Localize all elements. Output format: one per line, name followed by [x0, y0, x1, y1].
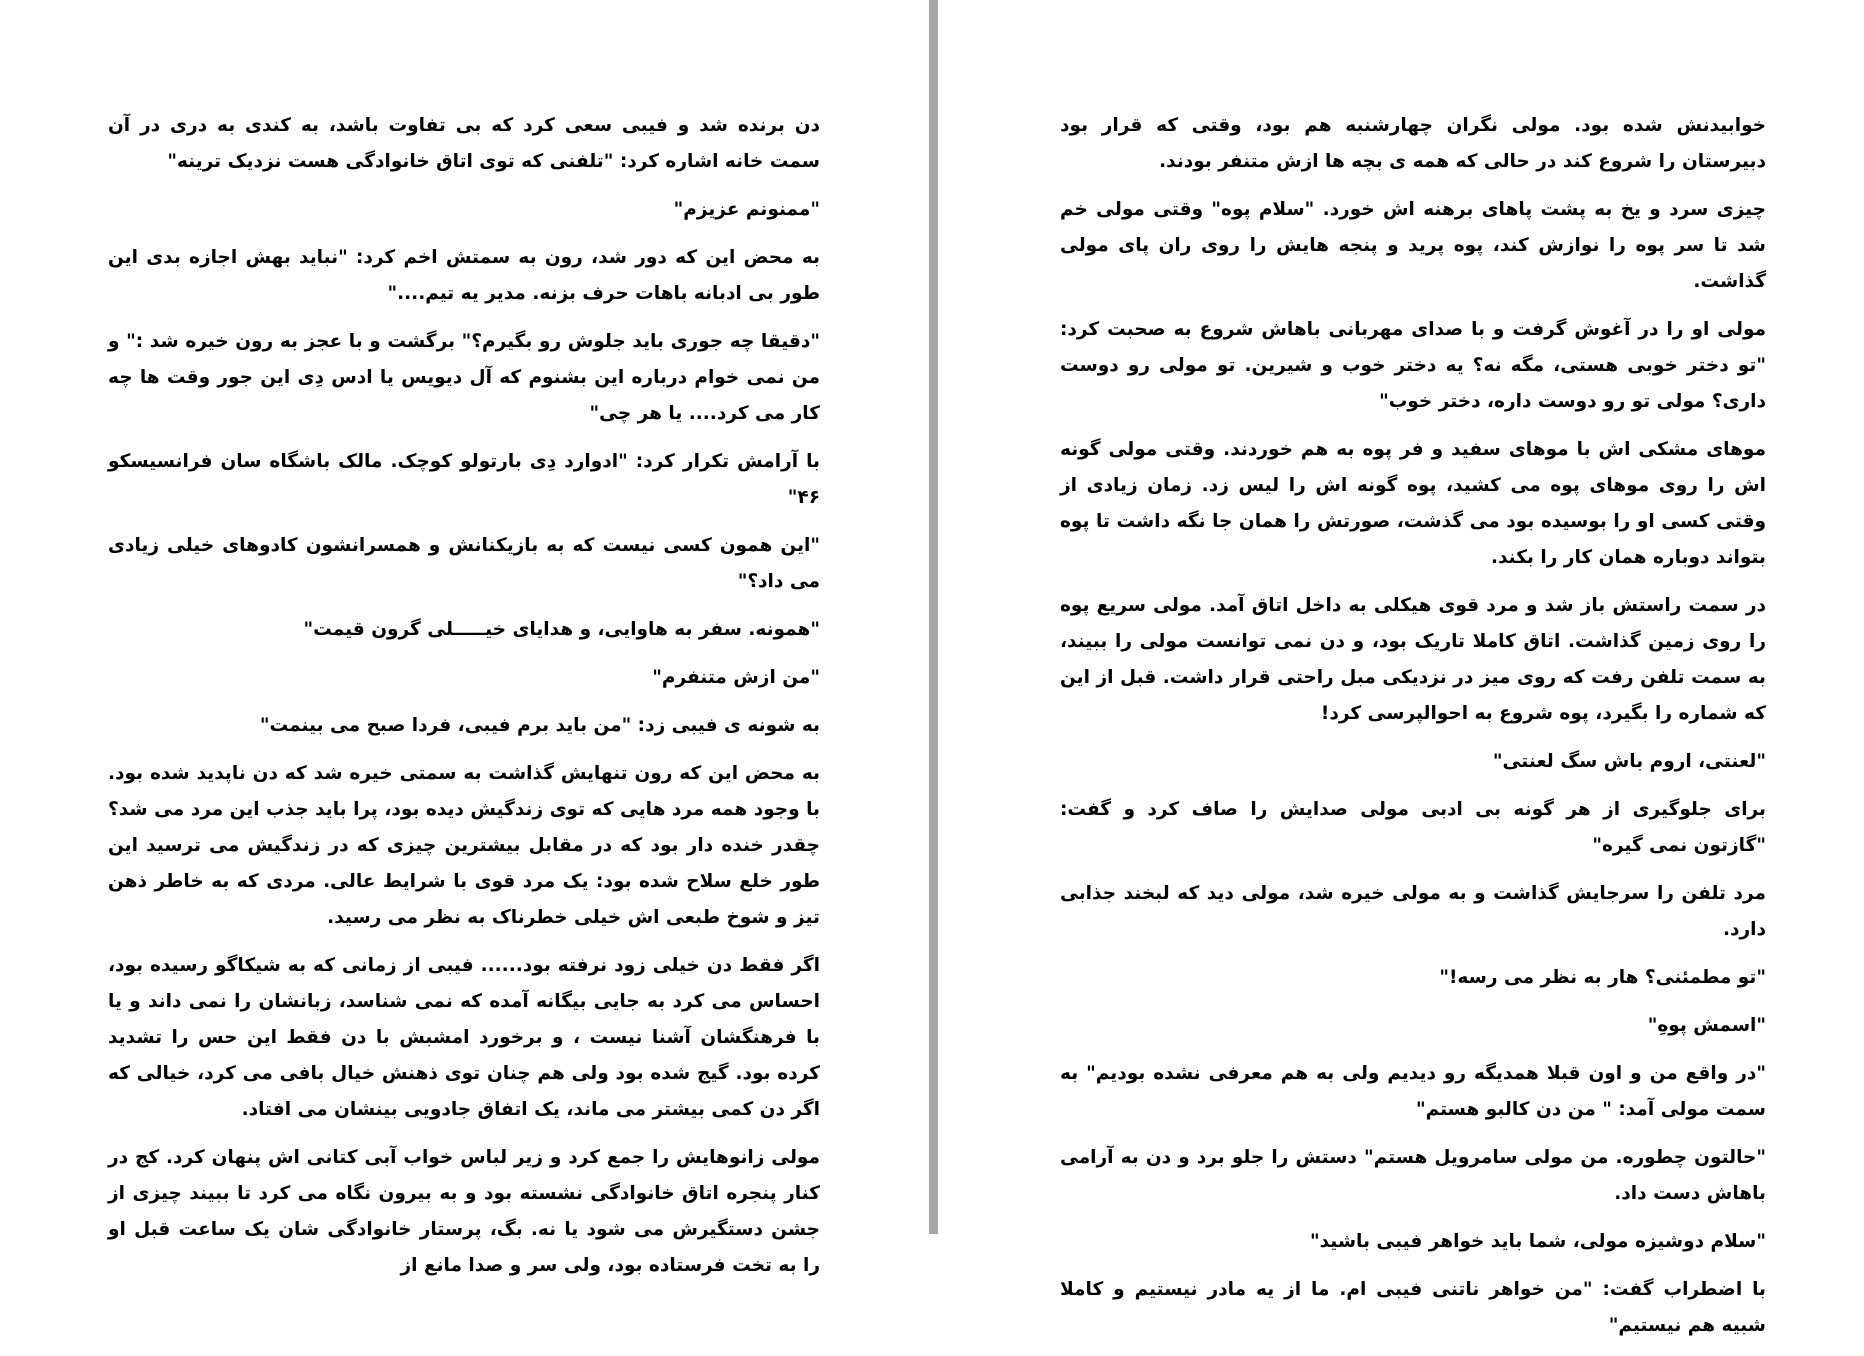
page-gutter-divider — [929, 0, 938, 1234]
paragraph: به محض این که دور شد، رون به سمتش اخم کرد: "نباید بهش اجازه بدی این طور بی ادبانه باهات حرف بزنه. مدیر یه تیم...." — [108, 247, 820, 304]
paragraph: مرد تلفن را سرجایش گذاشت و به مولی خیره شد، مولی دید که لبخند جذابی دارد. — [1060, 883, 1766, 940]
right-page — [1060, 108, 1766, 1356]
paragraph: با آرامش تکرار کرد: "ادوارد دِی بارتولو کوچک. مالک باشگاه سان فرانسیسکو ۴۶" — [108, 451, 820, 508]
paragraph: مولی او را در آغوش گرفت و با صدای مهربانی باهاش شروع به صحبت کرد: "تو دختر خوبی هستی، مگه نه؟ یه دختر خوب و شیرین. تو مولی رو دوست داری؟ مولی تو رو دوست داره، دختر خوب" — [1060, 319, 1766, 412]
paragraph: خوابیدنش شده بود. مولی نگران چهارشنبه هم بود، وقتی که قرار بود دبیرستان را شروع کند در حالی که همه ی بچه ها ازش متنفر بودند. — [1060, 115, 1766, 172]
paragraph: "لعنتی، اروم باش سگ لعنتی" — [1492, 751, 1766, 772]
left-page — [108, 108, 820, 1296]
paragraph: "اسمش پوهِ" — [1647, 1015, 1766, 1036]
paragraph: مولی زانوهایش را جمع کرد و زیر لباس خواب آبی کتانی اش پنهان کرد. کج در کنار پنجره اتاق خانوادگی نشسته بود و به بیرون نگاه می کرد تا ببیند چیزی از جشن دستگیرش می شود یا نه. بگ، پرستار خانوادگی شان یک ساعت قبل او را به تخت فرستاده بود، ولی سر و صدا مانع از — [108, 1147, 820, 1276]
paragraph: "همونه. سفر به هاوایی، و هدایای خیـــــلی گرون قیمت" — [303, 619, 820, 640]
paragraph: "من ازش متنفرم" — [652, 667, 820, 688]
paragraph: "دقیقا چه جوری باید جلوش رو بگیرم؟" برگشت و با عجز به رون خیره شد :" و من نمی خوام درباره این بشنوم که آل دیویس یا ادس دِی این جور وقت ها چه کار می کرد.... یا هر چی" — [108, 331, 820, 424]
paragraph: موهای مشکی اش با موهای سفید و فر پوه به هم خوردند. وقتی مولی گونه اش را روی موهای پوه می کشید، پوه گونه اش را لیس زد. زمان زیادی از وقتی کسی او را بوسیده بود می گذشت، صورتش را همان جا نگه داشت تا پوه بتواند دوباره همان کار را بکند. — [1060, 439, 1766, 568]
paragraph: دن برنده شد و فیبی سعی کرد که بی تفاوت باشد، به کندی به دری در آن سمت خانه اشاره کرد: "تلفنی که توی اتاق خانوادگی هست نزدیک ترینه" — [108, 115, 820, 172]
paragraph: به شونه ی فیبی زد: "من باید برم فیبی، فردا صبح می بینمت" — [259, 715, 820, 736]
paragraph: با اضطراب گفت: "من خواهر ناتنی فیبی ام. ما از یه مادر نیستیم و کاملا شبیه هم نیستیم" — [1060, 1279, 1766, 1336]
paragraph: به محض این که رون تنهایش گذاشت به سمتی خیره شد که دن ناپدید شده بود. با وجود همه مرد هایی که توی زندگیش دیده بود، پرا باید جذب این مرد می شد؟ چقدر خنده دار بود که در مقابل بیشترین چیزی که در زندگیش می ترسید این طور خلع سلاح شده بود: یک مرد قوی با شرایط عالی. مردی که به خاطر ذهن تیز و شوخ طبعی اش خیلی خطرناک به نظر می رسید. — [108, 763, 820, 928]
paragraph: "حالتون چطوره. من مولی سامرویل هستم" دستش را جلو برد و دن به آرامی باهاش دست داد. — [1060, 1147, 1766, 1204]
paragraph: "سلام دوشیزه مولی، شما باید خواهر فیبی باشید" — [1309, 1231, 1766, 1252]
paragraph: "ممنونم عزیزم" — [673, 199, 820, 220]
paragraph: در سمت راستش باز شد و مرد قوی هیکلی به داخل اتاق آمد. مولی سریع پوه را روی زمین گذاشت. اتاق کاملا تاریک بود، و دن نمی توانست مولی را ببیند، به سمت تلفن رفت که روی میز در نزدیکی مبل راحتی قرار داشت. قبل از این که شماره را بگیرد، پوه شروع به احوالپرسی کرد! — [1060, 595, 1766, 724]
paragraph: "در واقع من و اون قبلا همدیگه رو دیدیم ولی به هم معرفی نشده بودیم" به سمت مولی آمد: " من دن کالبو هستم" — [1060, 1063, 1766, 1120]
paragraph: اگر فقط دن خیلی زود نرفته بود...... فیبی از زمانی که به شیکاگو رسیده بود، احساس می کرد به جایی بیگانه آمده که نمی شناسد، زبانشان را نمی داند و یا با فرهنگشان آشنا نیست ، و برخورد امشبش با دن فقط این حس را تشدید کرده بود. گیج شده بود ولی هم چنان توی ذهنش خیال بافی می کرد، خیالی که اگر دن کمی بیشتر می ماند، یک اتفاق جادویی بینشان می افتاد. — [108, 955, 820, 1120]
paragraph: "این همون کسی نیست که به بازیکنانش و همسرانشون کادوهای خیلی زیادی می داد؟" — [108, 535, 820, 592]
paragraph: "تو مطمئنی؟ هار به نظر می رسه!" — [1439, 967, 1766, 988]
paragraph: چیزی سرد و یخ به پشت پاهای برهنه اش خورد. "سلام پوه" وقتی مولی خم شد تا سر پوه را نوازش کند، پوه پرید و پنجه هایش را روی ران پای مولی گذاشت. — [1060, 199, 1766, 292]
paragraph: برای جلوگیری از هر گونه بی ادبی مولی صدایش را صاف کرد و گفت: "گازتون نمی گیره" — [1060, 799, 1766, 856]
